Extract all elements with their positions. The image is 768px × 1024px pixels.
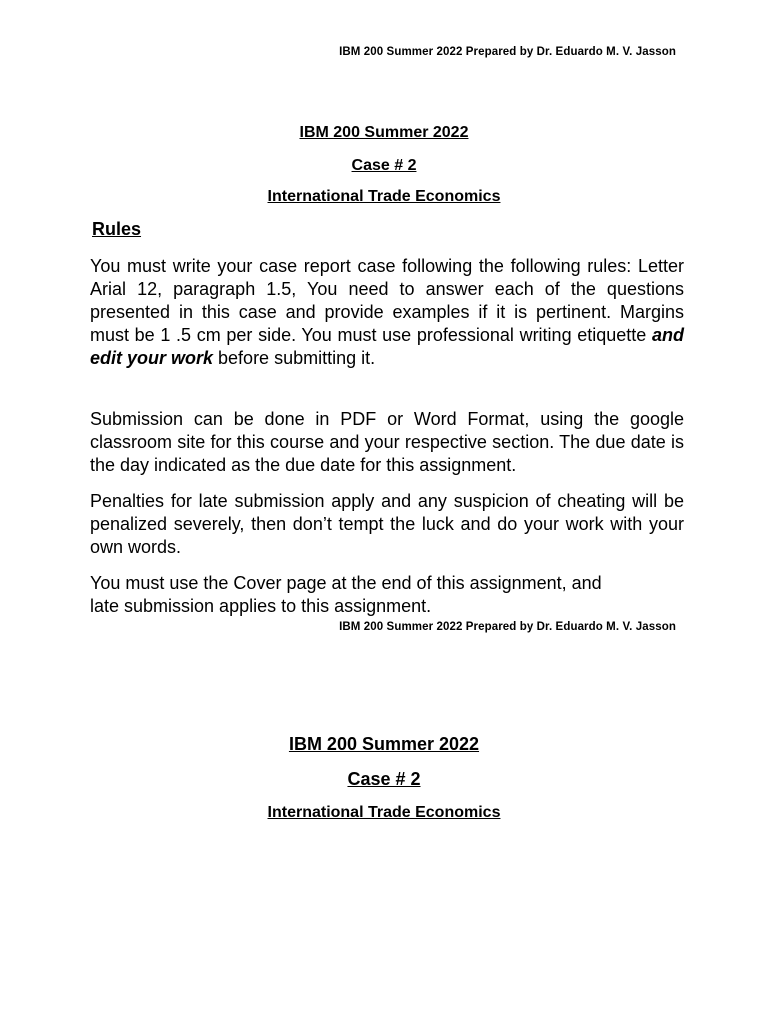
para4-line-1: You must use the Cover page at the end of this assignment, and	[90, 573, 602, 593]
rules-paragraph-4	[90, 572, 684, 618]
para4-line-2: late submission applies to this assignment.	[90, 596, 432, 616]
course-title-page-2: IBM 200 Summer 2022	[288, 734, 480, 754]
case-title-page-2: International Trade Economics	[267, 804, 501, 821]
running-header: IBM 200 Summer 2022 Prepared by Dr. Eduardo M. V. Jasson	[339, 46, 676, 58]
para1-text-after: before submitting it.	[213, 348, 376, 368]
rules-heading: Rules	[92, 219, 142, 239]
case-number: Case # 2	[351, 157, 417, 174]
para1-emphasis: and edit your work	[90, 325, 684, 368]
para1-text-before: You must write your case report case following the following rules: Letter Arial 12, paragraph 1.5, You need to answer each of the questions presented in this case and provide examples if it is pertinent. Margins must be 1 .5 cm per side. You must use professional writing etiquette	[90, 256, 684, 345]
rules-paragraph-2: Submission can be done in PDF or Word Format, using the google classroom site for this course and your respective section. The due date is the day indicated as the due date for this assignment.	[90, 409, 684, 475]
case-title: International Trade Economics	[267, 188, 501, 205]
running-header-page-2: IBM 200 Summer 2022 Prepared by Dr. Eduardo M. V. Jasson	[339, 621, 676, 633]
course-title: IBM 200 Summer 2022	[299, 124, 469, 141]
rules-paragraph-3: Penalties for late submission apply and any suspicion of cheating will be penalized severely, then don’t tempt the luck and do your work with your own words.	[90, 491, 684, 557]
rules-paragraph-1	[90, 255, 684, 370]
case-number-page-2: Case # 2	[347, 769, 421, 789]
